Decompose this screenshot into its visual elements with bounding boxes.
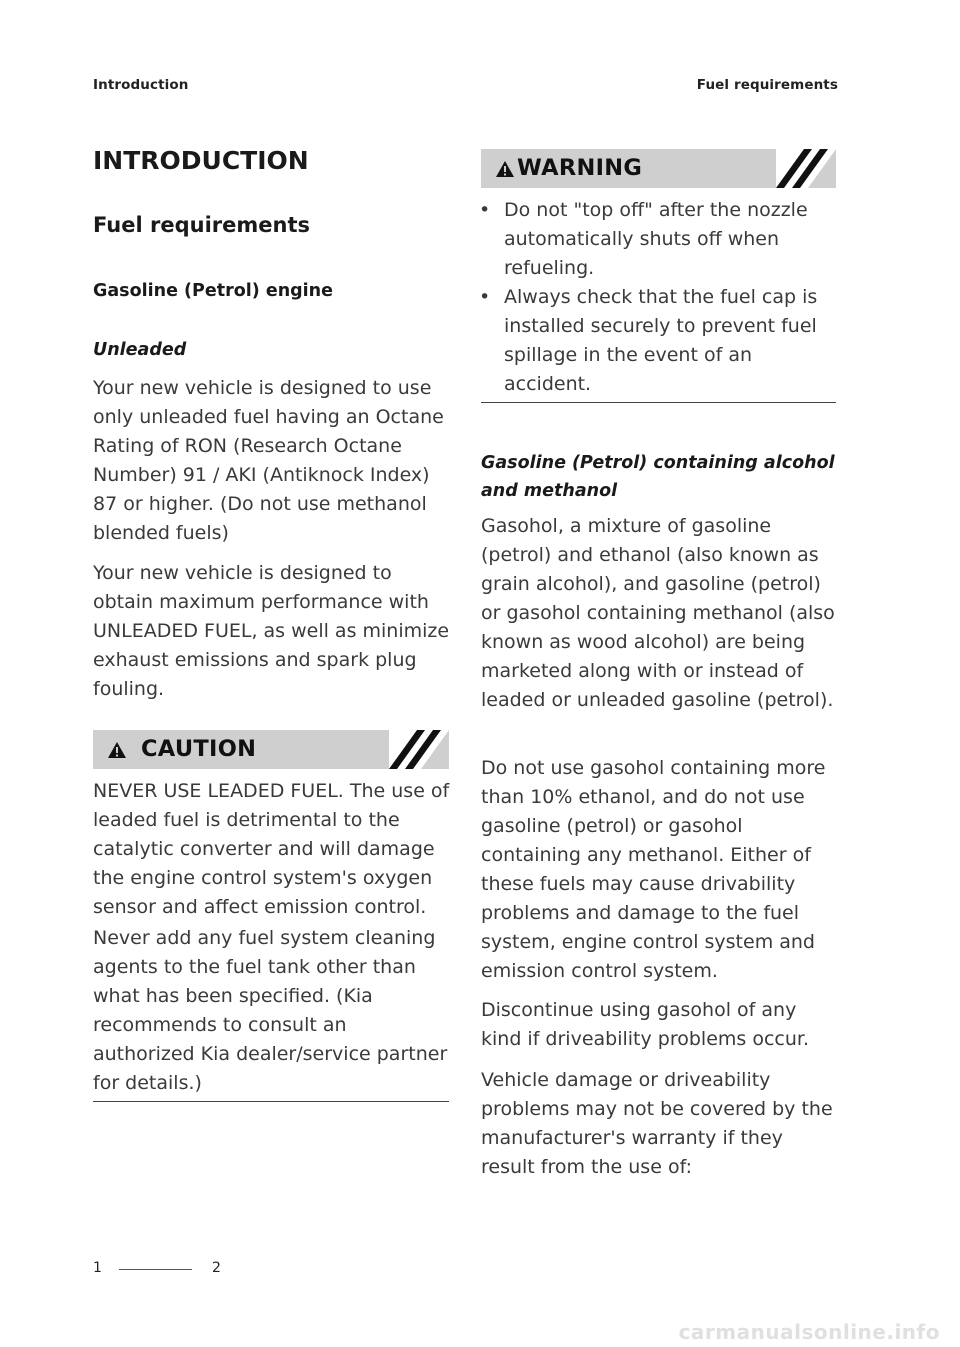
- caution-title: CAUTION: [141, 736, 257, 762]
- caution-end-rule: [93, 1101, 449, 1102]
- section-title: Fuel requirements: [93, 213, 310, 237]
- warning-triangle-icon: [495, 160, 515, 178]
- warning-list-item: • Always check that the fuel cap is installed securely to prevent fuel spillage in the event of an accident.: [467, 283, 837, 399]
- chapter-title: INTRODUCTION: [93, 146, 309, 175]
- warning-end-rule: [481, 402, 836, 403]
- warning-banner: [481, 149, 836, 188]
- unleaded-paragraph-2: Your new vehicle is designed to obtain maximum performance with UNLEADED FUEL, as well as minimize exhaust emissions and spark plug fouling.: [93, 562, 450, 700]
- unleaded-paragraph-1: Your new vehicle is designed to use only unleaded fuel having an Octane Rating of RON (Research Octane Number) 91 / AKI (Antiknock Index) 87 or higher. (Do not use methanol blended fuels): [93, 377, 444, 544]
- subsubsection-title: Unleaded: [93, 340, 187, 360]
- page-number: 2: [212, 1260, 221, 1276]
- warning-list-item: • Do not "top off" after the nozzle automatically shuts off when refueling.: [467, 196, 837, 283]
- alcohol-paragraph-1: Gasohol, a mixture of gasoline (petrol) and ethanol (also known as grain alcohol), and gasoline (petrol) or gasohol containing methanol (also known as wood alcohol) are being marketed along with or instead of leaded or unleaded gasoline (petrol).: [481, 515, 835, 711]
- hazard-stripes-icon: [776, 149, 836, 188]
- caution-paragraph-2: Never add any fuel system cleaning agents to the fuel tank other than what has been specified. (Kia recommends to consult an authorized Kia dealer/service partner for details.): [93, 927, 448, 1094]
- alcohol-paragraph-4: Vehicle damage or driveability problems may not be covered by the manufacturer's warranty if they result from the use of:: [481, 1069, 833, 1178]
- left-column: [93, 146, 450, 175]
- watermark: carmanualsonline.info: [678, 1320, 940, 1344]
- alcohol-paragraph-3: Discontinue using gasohol of any kind if driveability problems occur.: [481, 999, 810, 1050]
- bullet-icon: •: [479, 286, 491, 308]
- warning-triangle-icon: [107, 741, 127, 759]
- caution-paragraph-1: NEVER USE LEADED FUEL. The use of leaded fuel is detrimental to the catalytic converter and will damage the engine control system's oxygen sensor and affect emission control.: [93, 780, 450, 918]
- bullet-icon: •: [479, 199, 491, 221]
- caution-banner: [93, 730, 449, 769]
- hazard-stripes-icon: [389, 730, 449, 769]
- alcohol-paragraph-2: Do not use gasohol containing more than 10% ethanol, and do not use gasoline (petrol) or gasohol containing any methanol. Either of these fuels may cause drivability problems and damage to the fuel system, engine control system and emission control system.: [481, 757, 826, 982]
- page-number-divider: [119, 1269, 192, 1270]
- running-header-topic: Fuel requirements: [696, 77, 838, 93]
- warning-title: WARNING: [517, 155, 643, 181]
- subsection-title: Gasoline (Petrol) engine: [93, 281, 334, 301]
- chapter-number: 1: [93, 1260, 102, 1276]
- running-header-section: Introduction: [93, 77, 189, 93]
- warning-list: [467, 196, 837, 399]
- alcohol-section-title: Gasoline (Petrol) containing alcohol and methanol: [481, 453, 835, 501]
